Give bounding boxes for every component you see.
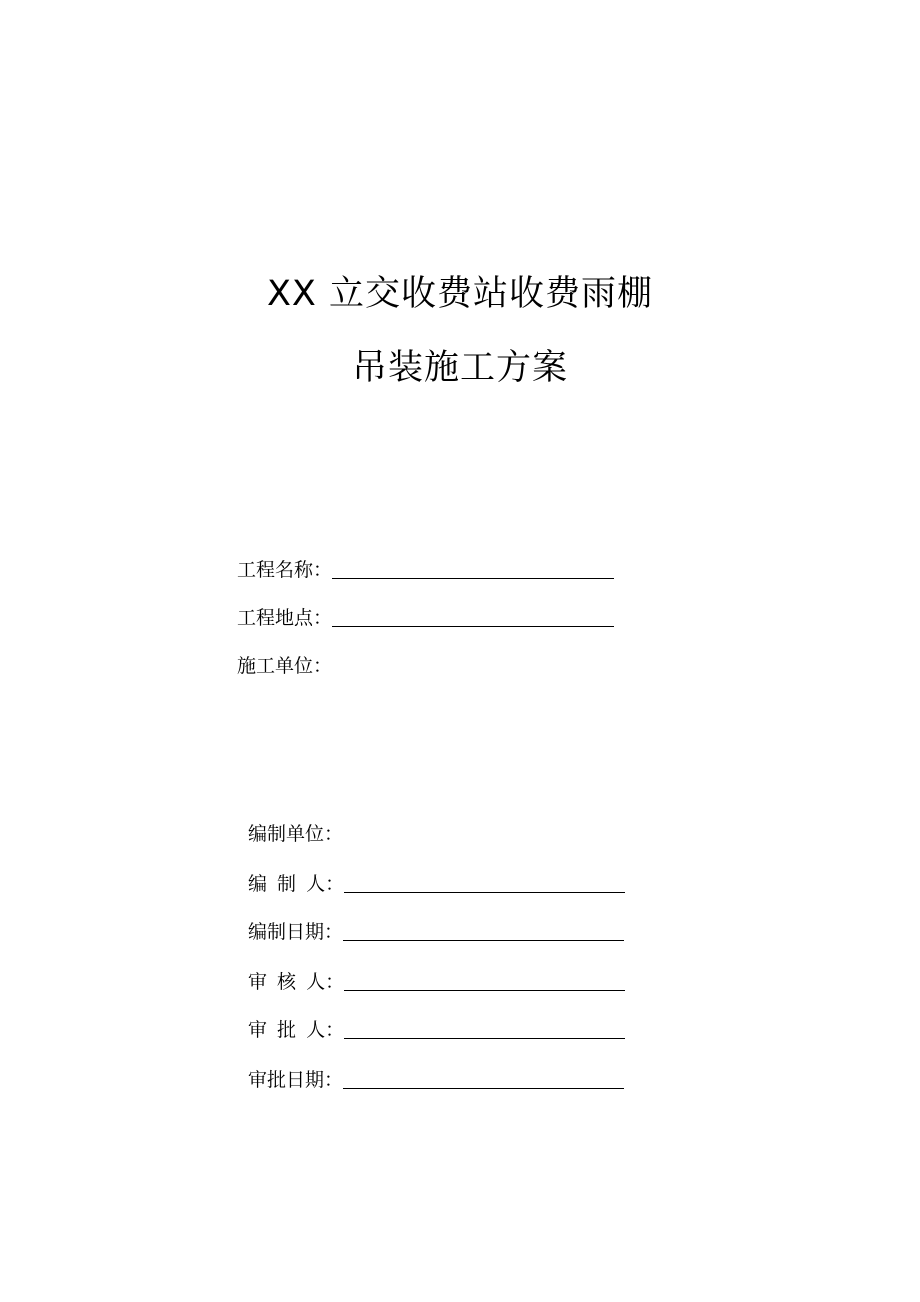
approval-date-underline (343, 1088, 624, 1089)
cover-title-line-1: XX 立交收费站收费雨棚 (266, 274, 654, 314)
approval-date-field (248, 1066, 624, 1094)
approver-label: 审 批 人： (248, 1019, 345, 1041)
approver-field (248, 1016, 625, 1044)
project-site-underline (332, 626, 614, 627)
reviewer-field (248, 968, 625, 996)
project-name-field (237, 556, 614, 584)
compile-date-underline (343, 940, 624, 941)
construction-unit-field (237, 652, 332, 680)
reviewer-label: 审 核 人： (248, 971, 345, 993)
compile-date-field (248, 918, 624, 946)
compiler-label: 编 制 人： (248, 873, 345, 895)
construction-unit-label: 施工单位： (237, 655, 333, 677)
project-name-underline (332, 578, 614, 579)
compiler-field (248, 870, 625, 898)
compile-date-label: 编制日期： (248, 921, 344, 943)
compile-unit-field (248, 820, 343, 848)
cover-title-line-2: 吊装施工方案 (351, 348, 568, 388)
compiler-underline (344, 892, 625, 893)
approver-underline (344, 1038, 625, 1039)
project-name-label: 工程名称： (237, 559, 333, 581)
compile-unit-label: 编制单位： (248, 823, 344, 845)
project-site-field (237, 604, 614, 632)
reviewer-underline (344, 990, 625, 991)
approval-date-label: 审批日期： (248, 1069, 344, 1091)
project-site-label: 工程地点： (237, 607, 333, 629)
